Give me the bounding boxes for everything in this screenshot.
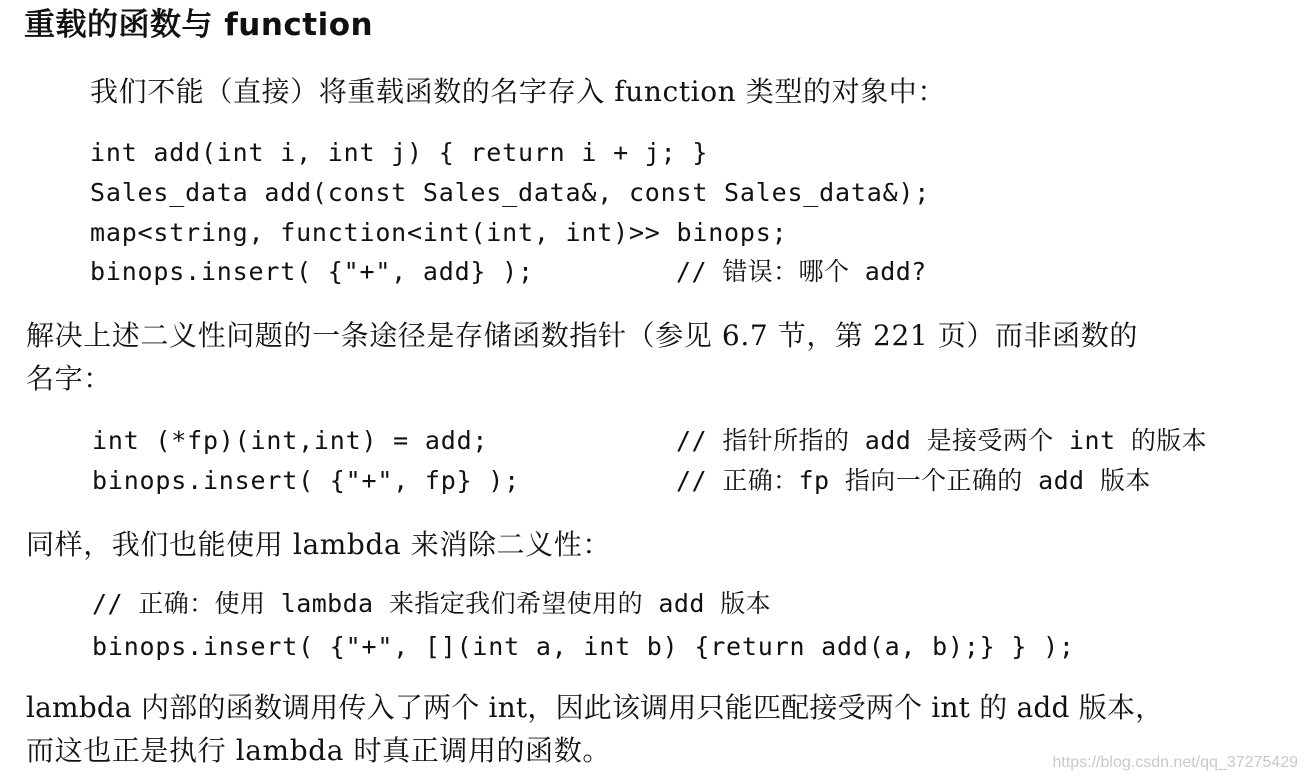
paragraph-line: lambda 内部的函数调用传入了两个 int，因此该调用只能匹配接受两个 int 的 add 版本， bbox=[26, 691, 1164, 724]
code-comment: // 正确：使用 lambda 来指定我们希望使用的 add 版本 bbox=[92, 589, 772, 618]
paragraph-line: 同样，我们也能使用 lambda 来消除二义性： bbox=[26, 528, 611, 561]
paragraph-line: 名字： bbox=[26, 362, 112, 395]
code-comment: // 错误：哪个 add? bbox=[676, 257, 927, 286]
section-title: 重载的函数与 function bbox=[24, 7, 374, 43]
paragraph-line: 而这也正是执行 lambda 时真正调用的函数。 bbox=[26, 734, 611, 767]
code-line: binops.insert( {"+", [](int a, int b) {return add(a, b);} } ); bbox=[92, 632, 1075, 661]
code-line: binops.insert( {"+", add} ); bbox=[90, 257, 534, 286]
watermark: https://blog.csdn.net/qq_37275429 bbox=[1052, 754, 1298, 771]
code-line: map<string, function<int(int, int)>> binops; bbox=[90, 218, 788, 247]
code-line: int (*fp)(int,int) = add; bbox=[92, 426, 489, 455]
code-line: Sales_data add(const Sales_data&, const Sales_data&); bbox=[90, 178, 931, 207]
paragraph-line: 解决上述二义性问题的一条途径是存储函数指针（参见 6.7 节，第 221 页）而非函数的 bbox=[26, 319, 1138, 352]
code-comment: // 指针所指的 add 是接受两个 int 的版本 bbox=[676, 426, 1208, 455]
code-line: int add(int i, int j) { return i + j; } bbox=[90, 138, 709, 167]
code-line: binops.insert( {"+", fp} ); bbox=[92, 466, 520, 495]
intro-paragraph: 我们不能（直接）将重载函数的名字存入 function 类型的对象中： bbox=[90, 75, 947, 108]
code-comment: // 正确：fp 指向一个正确的 add 版本 bbox=[676, 466, 1151, 495]
